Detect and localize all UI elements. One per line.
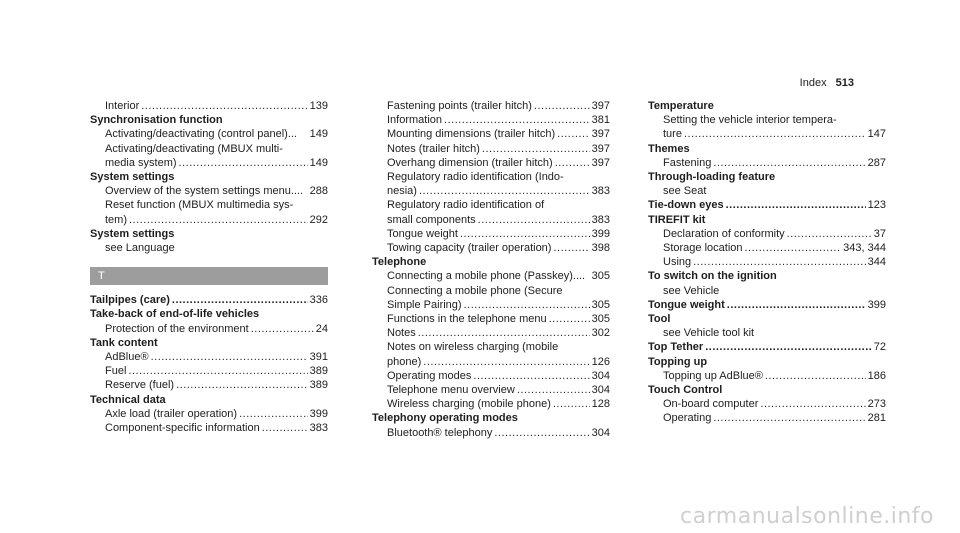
index-subentry: [90, 99, 328, 113]
header-section-label: Index: [799, 77, 827, 89]
index-subentry: [372, 198, 610, 212]
dot-leader: [553, 397, 590, 411]
index-subentry: [90, 364, 328, 378]
page-reference: 304: [591, 426, 610, 439]
index-heading: [90, 227, 328, 241]
index-heading: [648, 198, 886, 212]
entry-text: TIREFIT kit: [648, 213, 706, 226]
entry-text: Tank content: [90, 336, 158, 349]
entry-text: media system): [105, 156, 177, 169]
page-reference: 397: [591, 156, 610, 169]
index-subentry: [648, 156, 886, 170]
page-reference: 302: [591, 327, 610, 340]
index-subentry: [372, 113, 610, 127]
page-reference: 123: [867, 199, 886, 212]
entry-text: Reserve (fuel): [105, 379, 175, 392]
entry-text: Connecting a mobile phone (Secure: [387, 284, 563, 297]
entry-text: Tongue weight: [387, 227, 458, 240]
index-subentry: [372, 156, 610, 170]
entry-text: Fuel: [105, 365, 127, 378]
entry-text: Take-back of end-of-life vehicles: [90, 308, 260, 321]
index-subentry: [372, 213, 610, 227]
entry-text: Top Tether: [648, 341, 704, 354]
index-subentry: [372, 284, 610, 298]
entry-text: Regulatory radio identification (Indo-: [387, 171, 564, 184]
page-reference: 336: [309, 294, 328, 307]
index-heading: [648, 170, 886, 184]
entry-text: To switch on the ignition: [648, 270, 777, 283]
entry-text: Touch Control: [648, 384, 723, 397]
entry-text: Through-loading feature: [648, 171, 776, 184]
index-subentry: [648, 255, 886, 269]
index-heading: [648, 340, 886, 354]
index-subentry: [372, 340, 610, 354]
page-reference: 287: [867, 156, 886, 169]
index-subentry: [648, 127, 886, 141]
index-subentry: [372, 127, 610, 141]
entry-text: Notes (trailer hitch): [387, 142, 480, 155]
page-reference: 24: [315, 322, 328, 335]
entry-text: Information: [387, 114, 443, 127]
page-reference: 37: [873, 227, 886, 240]
page-number: 513: [835, 77, 854, 89]
entry-text: Fastening: [663, 156, 712, 169]
index-subentry: [372, 227, 610, 241]
dot-leader: [494, 426, 589, 440]
index-subentry: [372, 269, 610, 283]
index-heading: [90, 393, 328, 407]
entry-text: Telephony operating modes: [372, 412, 518, 425]
entry-text: Tie-down eyes: [648, 199, 724, 212]
dot-leader: [418, 326, 590, 340]
page-reference: 304: [591, 369, 610, 382]
entry-text: Topping up AdBlue®: [663, 369, 763, 382]
index-subentry: [372, 241, 610, 255]
entry-text: Temperature: [648, 100, 714, 112]
entry-text: Functions in the telephone menu: [387, 313, 547, 326]
entry-text: tem): [105, 213, 127, 226]
dot-leader: [726, 198, 866, 212]
entry-text: Mounting dimensions (trailer hitch): [387, 128, 556, 141]
dot-leader: [239, 407, 308, 421]
entry-text: Operating: [663, 412, 712, 425]
entry-text: Fastening points (trailer hitch): [387, 100, 532, 112]
index-heading: [372, 411, 610, 425]
index-subentry: [90, 421, 328, 435]
entry-text: Notes on wireless charging (mobile: [387, 341, 559, 354]
dot-leader: [549, 312, 590, 326]
dot-leader: [129, 213, 308, 227]
index-subentry: [90, 142, 328, 156]
dot-leader: [419, 184, 590, 198]
entry-text: AdBlue®: [105, 351, 149, 364]
page-reference: 398: [591, 242, 610, 255]
page-reference: 273: [867, 398, 886, 411]
index-heading: [648, 355, 886, 369]
page-reference: 149: [309, 128, 328, 141]
index-heading: [648, 269, 886, 283]
index-subentry: [90, 322, 328, 336]
entry-text: Operating modes: [387, 369, 472, 382]
index-column-3: [648, 99, 886, 426]
page-reference: 397: [591, 142, 610, 155]
page-reference: 281: [867, 412, 886, 425]
index-subentry: [372, 383, 610, 397]
dot-leader: [765, 369, 866, 383]
page-reference: 381: [591, 114, 610, 127]
entry-text: phone): [387, 355, 422, 368]
entry-text: Interior: [105, 100, 140, 112]
index-heading: [648, 383, 886, 397]
index-subentry: [372, 397, 610, 411]
index-subentry: [90, 378, 328, 392]
entry-text: Axle load (trailer operation): [105, 407, 238, 420]
entry-text: small components: [387, 213, 476, 226]
index-subentry: [90, 127, 328, 141]
entry-text: Synchronisation function: [90, 114, 223, 127]
page-reference: 186: [867, 369, 886, 382]
page-reference: 305: [591, 313, 610, 326]
index-subentry: [90, 407, 328, 421]
dot-leader: [713, 411, 865, 425]
entry-text: Tool: [648, 313, 671, 326]
entry-text: Protection of the environment: [105, 322, 249, 335]
dot-leader: [727, 298, 866, 312]
entry-text: Technical data: [90, 393, 166, 406]
index-heading: [90, 113, 328, 127]
dot-leader: [172, 293, 308, 307]
dot-leader: [444, 113, 590, 127]
entry-text: Tongue weight: [648, 298, 725, 311]
dot-leader: [151, 350, 308, 364]
dot-leader: [460, 227, 590, 241]
entry-text: Reset function (MBUX multimedia sys-: [105, 199, 294, 212]
index-subentry: [90, 156, 328, 170]
index-subentry: [90, 198, 328, 212]
index-subentry: [648, 241, 886, 255]
index-heading: [648, 213, 886, 227]
entry-text: Themes: [648, 142, 690, 155]
dot-leader: [176, 378, 308, 392]
dot-leader: [684, 127, 866, 141]
index-subentry: [648, 184, 886, 198]
index-subentry: [90, 213, 328, 227]
index-heading: [648, 99, 886, 113]
index-heading: [648, 312, 886, 326]
page-reference: 304: [591, 384, 610, 397]
entry-text: Telephone menu overview: [387, 384, 515, 397]
page-reference: 389: [309, 365, 328, 378]
entry-text: System settings: [90, 171, 175, 184]
page-reference: 399: [867, 298, 886, 311]
entry-text: Connecting a mobile phone (Passkey)....: [387, 270, 586, 283]
entry-text: Storage location: [663, 242, 743, 255]
index-column-1: [90, 99, 328, 435]
index-column-2: [372, 99, 610, 440]
entry-text: Topping up: [648, 355, 708, 368]
dot-leader: [482, 142, 590, 156]
page-header: [800, 77, 854, 89]
entry-text: ture: [663, 128, 682, 141]
page-reference: 383: [591, 213, 610, 226]
entry-text: Overview of the system settings menu....: [105, 185, 304, 198]
index-subentry: [372, 298, 610, 312]
entry-text: see Seat: [663, 185, 707, 198]
page-reference: 391: [309, 351, 328, 364]
dot-leader: [555, 156, 590, 170]
dot-leader: [557, 127, 590, 141]
index-heading: [648, 298, 886, 312]
entry-text: nesia): [387, 185, 417, 198]
page-reference: 389: [309, 379, 328, 392]
column-1-entries-after: [90, 293, 328, 435]
dot-leader: [693, 255, 866, 269]
entry-text: see Vehicle tool kit: [663, 327, 755, 340]
page-reference: 288: [309, 185, 328, 198]
index-subentry: [648, 411, 886, 425]
dot-leader: [705, 340, 872, 354]
entry-text: Overhang dimension (trailer hitch): [387, 156, 553, 169]
index-subentry: [372, 170, 610, 184]
page-reference: 147: [867, 128, 886, 141]
dot-leader: [464, 298, 590, 312]
entry-text: Declaration of conformity: [663, 227, 785, 240]
index-heading: [90, 170, 328, 184]
entry-text: Using: [663, 256, 692, 269]
index-subentry: [372, 184, 610, 198]
dot-leader: [262, 421, 308, 435]
index-heading: [372, 255, 610, 269]
entry-text: Notes: [387, 327, 416, 340]
index-subentry: [372, 369, 610, 383]
dot-leader: [745, 241, 842, 255]
index-heading: [90, 293, 328, 307]
entry-text: see Vehicle: [663, 284, 720, 297]
page-reference: 399: [591, 227, 610, 240]
entry-text: System settings: [90, 227, 175, 240]
index-subentry: [372, 312, 610, 326]
dot-leader: [423, 355, 589, 369]
index-subentry: [648, 326, 886, 340]
dot-leader: [553, 241, 589, 255]
index-subentry: [372, 426, 610, 440]
dot-leader: [787, 227, 872, 241]
watermark: carmanualsonline.info: [680, 504, 934, 529]
index-subentry: [372, 142, 610, 156]
dot-leader: [478, 213, 590, 227]
index-heading: [90, 336, 328, 350]
dot-leader: [534, 99, 590, 113]
entry-text: Towing capacity (trailer operation): [387, 242, 552, 255]
dot-leader: [251, 322, 314, 336]
column-1-entries-before: [90, 99, 328, 255]
entry-text: Wireless charging (mobile phone): [387, 398, 551, 411]
entry-text: Activating/deactivating (control panel)...: [105, 128, 297, 141]
index-subentry: [372, 326, 610, 340]
index-subentry: [648, 369, 886, 383]
index-subentry: [90, 241, 328, 255]
dot-leader: [141, 99, 307, 113]
dot-leader: [713, 156, 865, 170]
entry-text: Bluetooth® telephony: [387, 426, 493, 439]
page-reference: 128: [591, 398, 610, 411]
page-reference: 344: [867, 256, 886, 269]
entry-text: Activating/deactivating (MBUX multi-: [105, 142, 283, 155]
index-subentry: [90, 350, 328, 364]
dot-leader: [179, 156, 308, 170]
page-reference: 343, 344: [843, 242, 886, 255]
page-reference: 397: [591, 128, 610, 141]
entry-text: Tailpipes (care): [90, 294, 170, 307]
dot-leader: [473, 369, 589, 383]
page-reference: 126: [591, 355, 610, 368]
index-subentry: [648, 284, 886, 298]
entry-text: see Language: [105, 242, 175, 255]
index-subentry: [372, 99, 610, 113]
page-reference: 399: [309, 407, 328, 420]
page-reference: 292: [309, 213, 328, 226]
page-reference: 383: [309, 422, 328, 435]
entry-text: Telephone: [372, 256, 427, 269]
dot-leader: [760, 397, 865, 411]
entry-text: On-board computer: [663, 398, 759, 411]
page-reference: 305: [591, 298, 610, 311]
entry-text: Setting the vehicle interior tempera-: [663, 114, 837, 127]
index-subentry: [90, 184, 328, 198]
index-heading: [90, 307, 328, 321]
entry-text: Simple Pairing): [387, 298, 462, 311]
dot-leader: [128, 364, 307, 378]
index-subentry: [372, 355, 610, 369]
entry-text: Component-specific information: [105, 422, 260, 435]
index-subentry: [648, 113, 886, 127]
entry-text: Regulatory radio identification of: [387, 199, 545, 212]
section-letter-bar: T: [90, 267, 328, 285]
page-reference: 149: [309, 156, 328, 169]
dot-leader: [517, 383, 590, 397]
page-reference: 305: [591, 270, 610, 283]
page-reference: 397: [591, 100, 610, 112]
page-reference: 139: [309, 100, 328, 112]
page-reference: 72: [873, 341, 886, 354]
page-reference: 383: [591, 185, 610, 198]
index-heading: [648, 142, 886, 156]
index-subentry: [648, 397, 886, 411]
index-subentry: [648, 227, 886, 241]
